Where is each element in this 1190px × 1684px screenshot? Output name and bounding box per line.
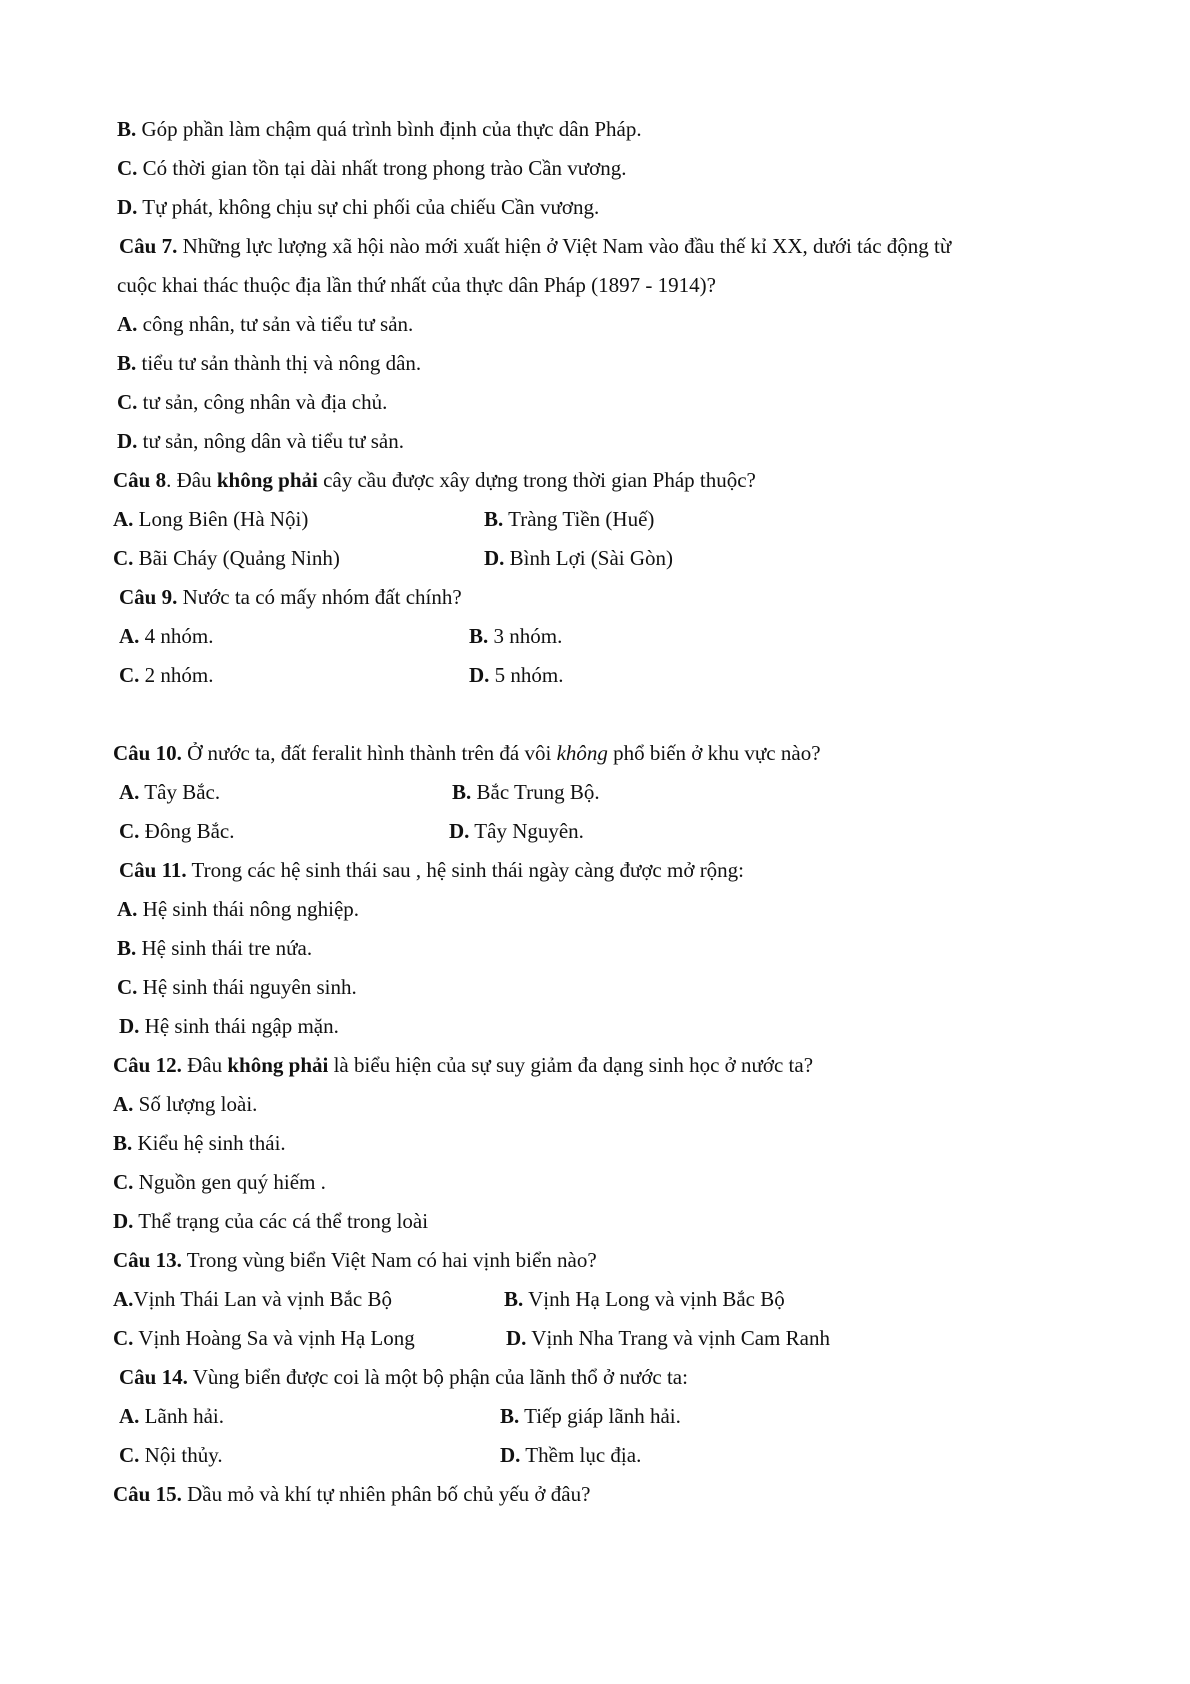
q9-option-d: D. 5 nhóm. — [469, 663, 564, 687]
q7-option-c: C. tư sản, công nhân và địa chủ. — [117, 390, 388, 414]
q7-option-a: A. công nhân, tư sản và tiểu tư sản. — [117, 312, 414, 336]
q9-option-c: C. 2 nhóm. — [119, 663, 214, 687]
q12-option-d: D. Thể trạng của các cá thể trong loài — [113, 1209, 429, 1233]
q12-option-a: A. Số lượng loài. — [113, 1092, 258, 1116]
q8-option-b: B. Tràng Tiền (Huế) — [484, 507, 655, 531]
q14-option-a: A. Lãnh hải. — [119, 1404, 224, 1428]
q10-question: Câu 10. Ở nước ta, đất feralit hình thành trên đá vôi không phổ biến ở khu vực nào? — [113, 741, 821, 765]
q13-option-d: D. Vịnh Nha Trang và vịnh Cam Ranh — [506, 1326, 830, 1350]
q13-question: Câu 13. Trong vùng biển Việt Nam có hai vịnh biển nào? — [113, 1248, 597, 1272]
q14-question: Câu 14. Vùng biển được coi là một bộ phận của lãnh thổ ở nước ta: — [119, 1365, 688, 1389]
q10-option-c: C. Đông Bắc. — [119, 819, 235, 843]
q6-option-d: D. Tự phát, không chịu sự chi phối của chiếu Cần vương. — [117, 195, 600, 219]
q14-option-b: B. Tiếp giáp lãnh hải. — [500, 1404, 681, 1428]
q6-option-c: C. Có thời gian tồn tại dài nhất trong phong trào Cần vương. — [117, 156, 627, 180]
q10-option-d: D. Tây Nguyên. — [449, 819, 584, 843]
q8-question: Câu 8. Đâu không phải cây cầu được xây dựng trong thời gian Pháp thuộc? — [113, 468, 756, 492]
q9-option-b: B. 3 nhóm. — [469, 624, 563, 648]
q12-option-b: B. Kiểu hệ sinh thái. — [113, 1131, 286, 1155]
q11-option-b: B. Hệ sinh thái tre nứa. — [117, 936, 313, 960]
q14-option-d: D. Thềm lục địa. — [500, 1443, 642, 1467]
q7-question-continued: cuộc khai thác thuộc địa lần thứ nhất của thực dân Pháp (1897 - 1914)? — [117, 273, 716, 297]
q8-option-a: A. Long Biên (Hà Nội) — [113, 507, 309, 531]
q11-option-d: D. Hệ sinh thái ngập mặn. — [119, 1014, 339, 1038]
q7-option-b: B. tiểu tư sản thành thị và nông dân. — [117, 351, 422, 375]
q10-option-b: B. Bắc Trung Bộ. — [452, 780, 600, 804]
q8-option-d: D. Bình Lợi (Sài Gòn) — [484, 546, 674, 570]
q7-question: Câu 7. Những lực lượng xã hội nào mới xuất hiện ở Việt Nam vào đầu thế kỉ XX, dưới tác động từ — [119, 234, 952, 258]
q15-question: Câu 15. Dầu mỏ và khí tự nhiên phân bố chủ yếu ở đâu? — [113, 1482, 591, 1506]
q11-question: Câu 11. Trong các hệ sinh thái sau , hệ sinh thái ngày càng được mở rộng: — [119, 858, 745, 882]
q12-option-c: C. Nguồn gen quý hiếm . — [113, 1170, 326, 1194]
q9-option-a: A. 4 nhóm. — [119, 624, 214, 648]
q6-option-b: B. Góp phần làm chậm quá trình bình định của thực dân Pháp. — [117, 117, 642, 141]
q8-option-c: C. Bãi Cháy (Quảng Ninh) — [113, 546, 340, 570]
q10-option-a: A. Tây Bắc. — [119, 780, 221, 804]
q7-option-d: D. tư sản, nông dân và tiểu tư sản. — [117, 429, 404, 453]
q13-option-c: C. Vịnh Hoàng Sa và vịnh Hạ Long — [113, 1326, 415, 1350]
q11-option-a: A. Hệ sinh thái nông nghiệp. — [117, 897, 360, 921]
q13-option-a: A.Vịnh Thái Lan và vịnh Bắc Bộ — [113, 1287, 392, 1311]
q12-question: Câu 12. Đâu không phải là biểu hiện của sự suy giảm đa dạng sinh học ở nước ta? — [113, 1053, 814, 1077]
q9-question: Câu 9. Nước ta có mấy nhóm đất chính? — [119, 585, 462, 609]
q14-option-c: C. Nội thủy. — [119, 1443, 223, 1467]
q13-option-b: B. Vịnh Hạ Long và vịnh Bắc Bộ — [504, 1287, 785, 1311]
q11-option-c: C. Hệ sinh thái nguyên sinh. — [117, 975, 357, 999]
